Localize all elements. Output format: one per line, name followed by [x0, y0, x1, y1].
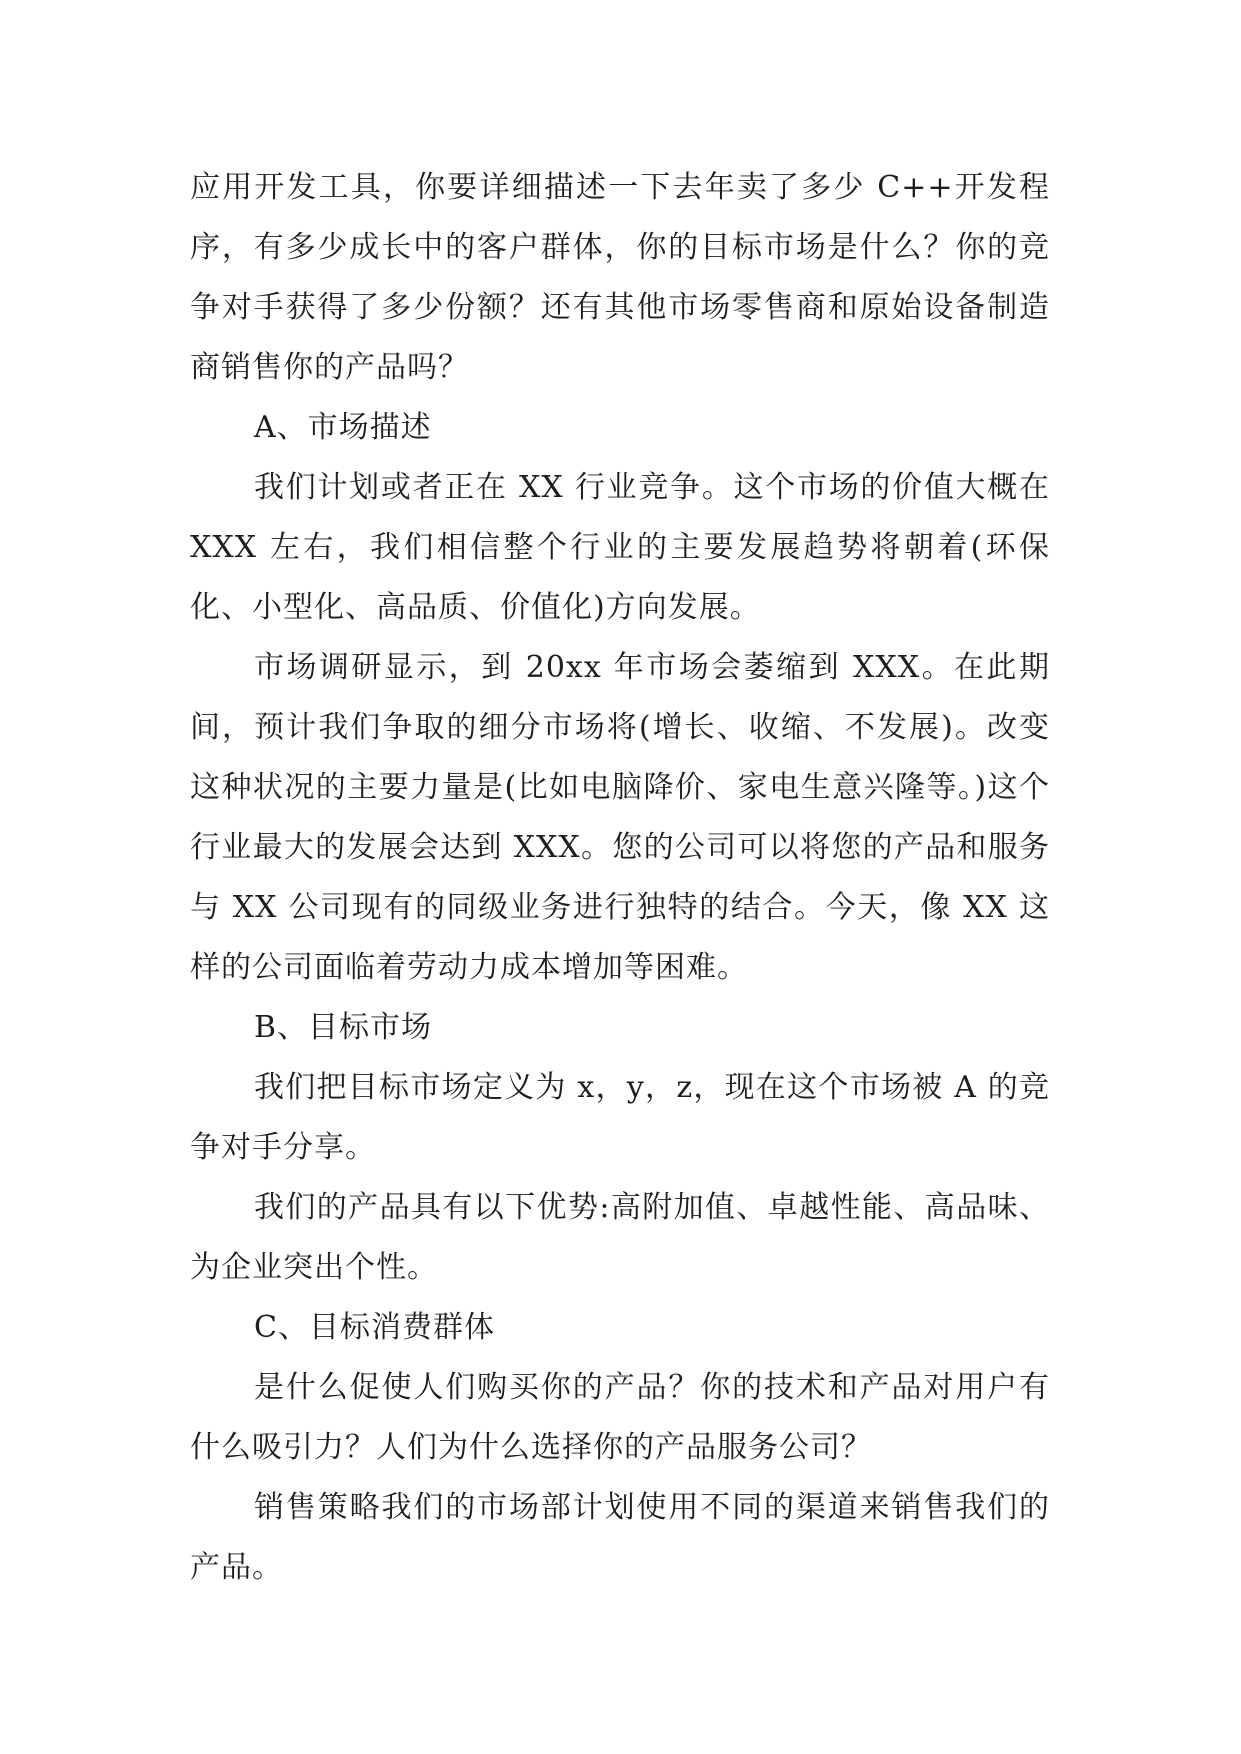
paragraph-intro-continuation: 应用开发工具，你要详细描述一下去年卖了多少 C++开发程序，有多少成长中的客户群体，你的目标市场是什么？你的竞争对手获得了多少份额？还有其他市场零售商和原始设备制造商销售你的产品吗？: [190, 170, 1050, 385]
paragraph-market-value: 我们计划或者正在 XX 行业竞争。这个市场的价值大概在 XXX 左右，我们相信整个行业的主要发展趋势将朝着(环保化、小型化、高品质、价值化)方向发展。: [190, 470, 1050, 625]
section-heading-target-consumers: C、目标消费群体: [254, 1310, 495, 1345]
paragraph-consumer-motivation: 是什么促使人们购买你的产品？你的技术和产品对用户有什么吸引力？人们为什么选择你的产品服务公司？: [190, 1370, 1050, 1465]
paragraph-sales-strategy: 销售策略我们的市场部计划使用不同的渠道来销售我们的产品。: [190, 1490, 1050, 1585]
section-heading-target-market: B、目标市场: [254, 1010, 433, 1045]
paragraph-product-advantages: 我们的产品具有以下优势:高附加值、卓越性能、高品味、为企业突出个性。: [190, 1190, 1050, 1285]
section-heading-market-description: A、市场描述: [254, 410, 432, 445]
paragraph-target-market-definition: 我们把目标市场定义为 x，y，z，现在这个市场被 A 的竞争对手分享。: [190, 1070, 1050, 1165]
document-body: [190, 158, 1050, 1598]
paragraph-market-research: 市场调研显示，到 20xx 年市场会萎缩到 XXX。在此期间，预计我们争取的细分市场将(增长、收缩、不发展)。改变这种状况的主要力量是(比如电脑降价、家电生意兴隆等。)这个行业最大的发展会达到 XXX。您的公司可以将您的产品和服务与 XX 公司现有的同级业务进行独特的结合。今天，像 XX 这样的公司面临着劳动力成本增加等困难。: [190, 650, 1050, 985]
